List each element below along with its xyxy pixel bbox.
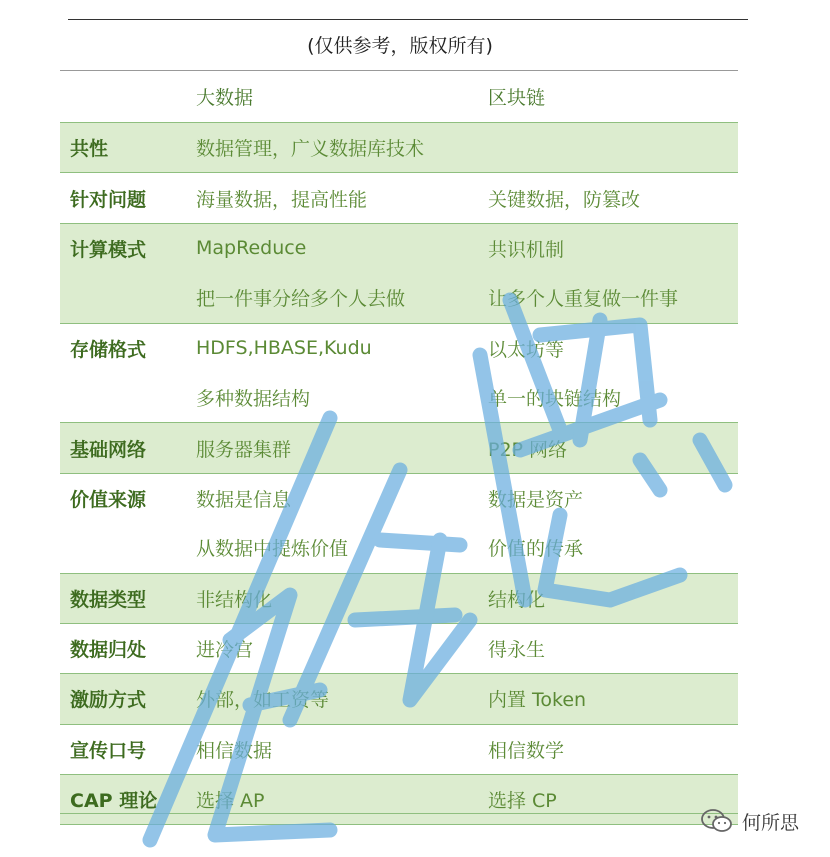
blockchain-cell: 得永生 [488, 639, 546, 662]
table-row [60, 724, 738, 774]
table-row [60, 573, 738, 623]
row-group [60, 674, 738, 724]
header-blockchain: 区块链 [478, 71, 738, 123]
blockchain-cell: 单一的块链结构 [488, 388, 622, 411]
table-row [60, 523, 738, 573]
row-label: 共性 [60, 123, 186, 173]
row-label: 针对问题 [70, 188, 147, 211]
row-label: 基础网络 [60, 423, 186, 473]
table-row [60, 373, 738, 423]
big-data-cell: 非结构化 [186, 573, 478, 623]
table-row [60, 173, 738, 223]
table-row [60, 423, 738, 473]
blockchain-cell: 数据是资产 [488, 488, 584, 511]
row-label: 价值来源 [70, 488, 147, 511]
big-data-cell: 数据管理，广义数据库技术 [186, 123, 478, 173]
table-row [60, 123, 738, 173]
blockchain-cell: 内置 Token [478, 674, 738, 724]
row-group [60, 724, 738, 774]
table-row [60, 323, 738, 373]
row-group [60, 573, 738, 623]
big-data-cell: 海量数据，提高性能 [196, 188, 368, 211]
table-header-row [60, 71, 738, 123]
row-group [60, 775, 738, 825]
row-label: 计算模式 [60, 223, 186, 273]
row-group [60, 623, 738, 673]
row-group [60, 473, 738, 573]
blockchain-cell [478, 123, 738, 173]
big-data-cell: 服务器集群 [186, 423, 478, 473]
table-row [60, 273, 738, 323]
row-group [60, 323, 738, 423]
header-col1 [60, 71, 186, 123]
wechat-icon [700, 808, 734, 834]
big-data-cell: 多种数据结构 [196, 388, 311, 411]
row-label: CAP 理论 [60, 775, 186, 825]
bottom-rule [60, 813, 738, 814]
table-caption: (仅供参考，版权所有) [307, 35, 493, 57]
big-data-cell: 进冷宫 [196, 639, 254, 662]
row-label-empty [60, 273, 186, 323]
row-label: 数据类型 [60, 573, 186, 623]
row-label: 存储格式 [70, 338, 147, 361]
row-label: 宣传口号 [70, 739, 147, 762]
blockchain-cell: 以太坊等 [488, 338, 565, 361]
blockchain-cell: P2P 网络 [478, 423, 738, 473]
big-data-cell: HDFS,HBASE,Kudu [196, 337, 372, 360]
big-data-cell: 数据是信息 [196, 488, 292, 511]
comparison-table [60, 71, 738, 825]
brand-name: 何所思 [742, 811, 800, 834]
table-row [60, 623, 738, 673]
table-row [60, 775, 738, 825]
table-row [60, 223, 738, 273]
big-data-cell: MapReduce [186, 223, 478, 273]
row-group [60, 223, 738, 323]
blockchain-cell: 共识机制 [478, 223, 738, 273]
blockchain-cell: 选择 CP [478, 775, 738, 825]
table-row [60, 473, 738, 523]
big-data-cell: 选择 AP [186, 775, 478, 825]
table-row [60, 674, 738, 724]
blockchain-cell: 关键数据，防篡改 [488, 188, 641, 211]
row-label-empty [60, 523, 186, 573]
row-label-empty [60, 373, 186, 423]
header-big-data: 大数据 [186, 71, 478, 123]
big-data-cell: 外部，如工资等 [186, 674, 478, 724]
brand-badge [700, 806, 799, 836]
row-group [60, 423, 738, 473]
top-rule [68, 19, 748, 20]
blockchain-cell: 价值的传承 [488, 538, 584, 561]
blockchain-cell: 让多个人重复做一件事 [478, 273, 738, 323]
row-group [60, 123, 738, 173]
blockchain-cell: 结构化 [478, 573, 738, 623]
blockchain-cell: 相信数学 [488, 739, 565, 762]
big-data-cell: 把一件事分给多个人去做 [186, 273, 478, 323]
row-label: 数据归处 [70, 639, 147, 662]
big-data-cell: 从数据中提炼价值 [196, 538, 349, 561]
row-group [60, 173, 738, 223]
big-data-cell: 相信数据 [196, 739, 273, 762]
row-label: 激励方式 [60, 674, 186, 724]
